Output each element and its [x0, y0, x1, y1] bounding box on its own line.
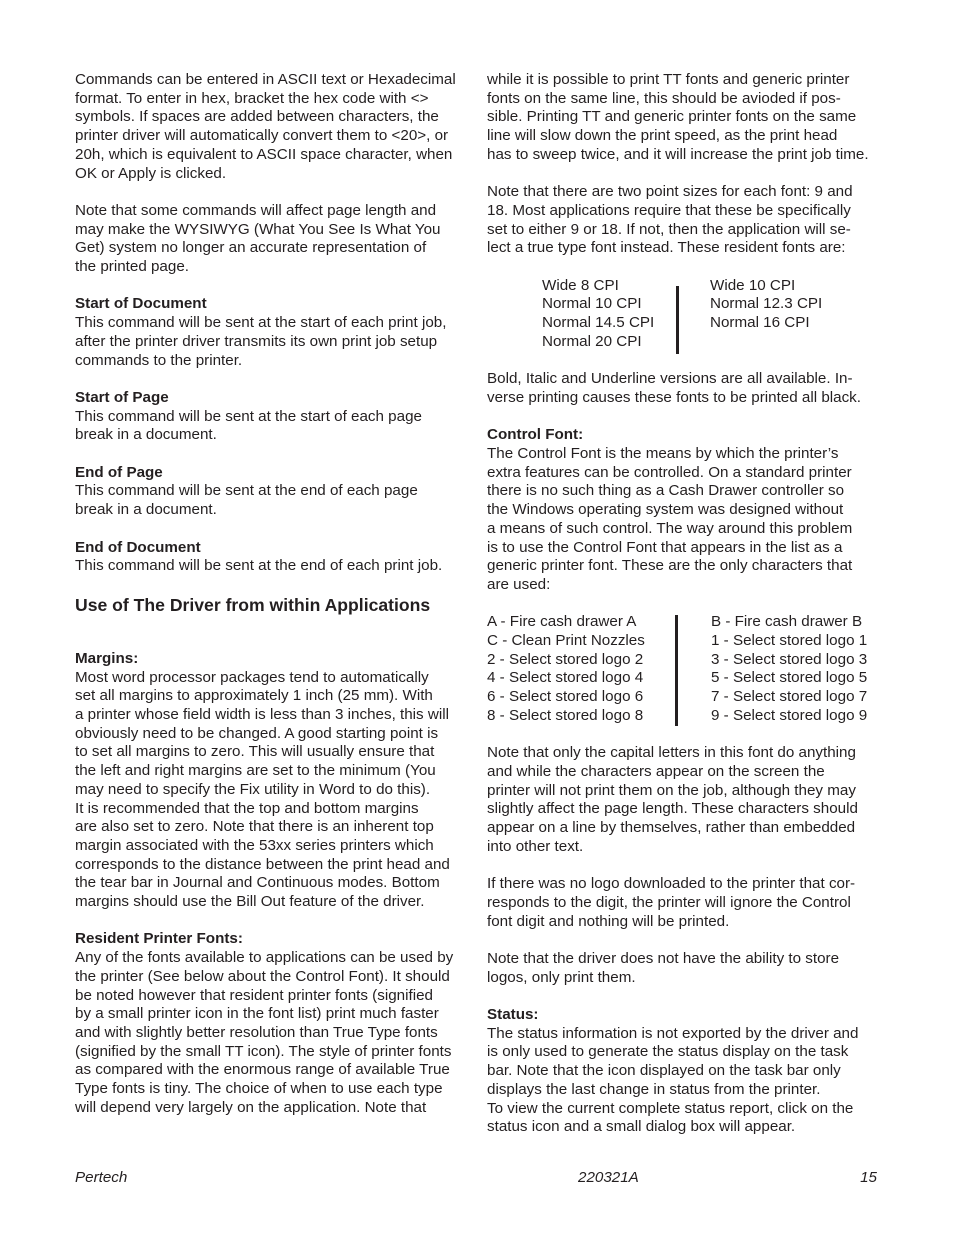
text-line: This command will be sent at the end of each page	[75, 482, 418, 500]
resident-fonts-text	[75, 949, 467, 1117]
text-line: The Control Font is the means by which the printer’s	[487, 445, 839, 462]
text-line: Normal 14.5 CPI	[542, 314, 655, 332]
text-line: C - Clean Print Nozzles	[487, 632, 645, 650]
text-line: Note that only the capital letters in this font do anything	[487, 744, 856, 762]
text-line: Type fonts is tiny. The choice of when to use each type	[75, 1080, 443, 1098]
text-line: may make the WYSIWYG (What You See Is What You	[75, 220, 441, 238]
resident-fonts-table	[542, 277, 887, 352]
text-line: Normal 16 CPI	[710, 314, 810, 332]
status-heading: Status:	[487, 1006, 539, 1024]
control-font-heading: Control Font:	[487, 426, 584, 444]
text-line: font digit and nothing will be printed.	[487, 912, 730, 930]
text-line: It is recommended that the top and bottom margins	[75, 799, 419, 817]
tt-fonts-continuation-paragraph	[487, 71, 887, 165]
text-line: (signified by the small TT icon). The style of printer fonts	[75, 1042, 452, 1060]
text-line: margins should use the Bill Out feature of the driver.	[75, 893, 425, 911]
text-line: B - Fire cash drawer B	[711, 613, 863, 631]
capital-letters-paragraph	[487, 744, 887, 856]
text-line: 7 - Select stored logo 7	[711, 688, 868, 706]
text-line: line will slow down the print speed, as the print head	[487, 127, 838, 145]
text-line: commands to the printer.	[75, 351, 243, 369]
text-line: generic printer font. These are the only characters that	[487, 557, 853, 575]
text-line: If there was no logo downloaded to the printer that cor-	[487, 875, 856, 893]
text-line: Note that some commands will affect page length and	[75, 201, 437, 219]
footer-brand: Pertech	[75, 1169, 128, 1186]
text-line: Normal 20 CPI	[542, 332, 642, 350]
end-of-document-text	[75, 557, 467, 576]
text-line: Wide 8 CPI	[542, 276, 619, 294]
char-table-divider	[675, 615, 678, 725]
text-line: extra features can be controlled. On a standard printer	[487, 463, 852, 481]
text-line: is to use the Control Font that appears in the list as a	[487, 538, 843, 556]
left-column	[75, 71, 467, 1117]
text-line: OK or Apply is clicked.	[75, 164, 227, 182]
text-line: a printer whose field width is less than 3 inches, this will	[75, 706, 449, 724]
intro-paragraph	[75, 71, 467, 183]
text-line: may need to specify the Fix utility in Word to do this).	[75, 780, 431, 798]
text-line: break in a document.	[75, 426, 217, 444]
text-line: 1 - Select stored logo 1	[711, 632, 868, 650]
text-line: slightly affect the page length. These characters should	[487, 800, 858, 818]
end-of-page-heading: End of Page	[75, 463, 163, 481]
text-line: Any of the fonts available to applications can be used by	[75, 949, 454, 967]
text-line: set to either 9 or 18. If not, then the application will se-	[487, 220, 851, 238]
text-line: margin associated with the 53xx series printers which	[75, 836, 434, 854]
text-line: has to sweep twice, and it will increase the print job time.	[487, 145, 869, 163]
text-line: are used:	[487, 575, 551, 593]
section-title: Use of The Driver from within Applications	[75, 594, 431, 615]
text-line: break in a document.	[75, 501, 217, 519]
text-line: after the printer driver transmits its own print job setup	[75, 332, 438, 350]
text-line: This command will be sent at the start of each page	[75, 407, 422, 425]
text-line: and with slightly better resolution than True Type fonts	[75, 1023, 438, 1041]
text-line: be noted however that resident printer fonts (signified	[75, 986, 433, 1004]
store-logos-paragraph	[487, 950, 887, 987]
text-line: status icon and a small dialog box will appear.	[487, 1118, 796, 1136]
text-line: 6 - Select stored logo 6	[487, 688, 644, 706]
wysiwyg-note-paragraph	[75, 202, 467, 277]
text-line: verse printing causes these fonts to be printed all black.	[487, 388, 861, 406]
text-line: Get) system no longer an accurate representation of	[75, 239, 427, 257]
font-table-column-1	[542, 277, 676, 352]
text-line: there is no such thing as a Cash Drawer controller so	[487, 482, 845, 500]
text-line: fonts on the same line, this should be avioded if pos-	[487, 89, 841, 107]
end-of-page-text	[75, 482, 467, 519]
text-line: logos, only print them.	[487, 968, 636, 986]
text-line: will depend very largely on the application. Note that	[75, 1098, 427, 1116]
text-line: 2 - Select stored logo 2	[487, 650, 644, 668]
text-line: Wide 10 CPI	[710, 276, 796, 294]
text-line: are also set to zero. Note that there is an inherent top	[75, 818, 434, 836]
text-line: appear on a line by themselves, rather than embedded	[487, 819, 856, 837]
text-line: the printed page.	[75, 258, 189, 276]
char-table-column-2	[675, 613, 867, 725]
text-line: 8 - Select stored logo 8	[487, 706, 644, 724]
text-line: The status information is not exported by the driver and	[487, 1024, 859, 1042]
control-font-characters-table	[487, 613, 887, 725]
text-line: A - Fire cash drawer A	[487, 613, 637, 631]
text-line: lect a true type font instead. These resident fonts are:	[487, 239, 846, 257]
font-table-column-2	[676, 277, 822, 352]
text-line: corresponds to the distance between the print head and	[75, 855, 450, 873]
char-table-column-1	[487, 613, 675, 725]
text-line: symbols. If spaces are added between characters, the	[75, 108, 439, 126]
text-line: and while the characters appear on the screen the	[487, 762, 825, 780]
text-line: 3 - Select stored logo 3	[711, 650, 868, 668]
text-line: is only used to generate the status display on the task	[487, 1043, 849, 1061]
text-line: Normal 10 CPI	[542, 295, 642, 313]
text-line: Note that there are two point sizes for each font: 9 and	[487, 183, 853, 201]
footer-doc-number: 220321A	[578, 1169, 639, 1186]
text-line: by a small printer icon in the font list) print much faster	[75, 1005, 439, 1023]
end-of-document-heading: End of Document	[75, 538, 201, 556]
text-line: Bold, Italic and Underline versions are all available. In-	[487, 370, 853, 388]
text-line: 4 - Select stored logo 4	[487, 669, 644, 687]
status-text	[487, 1025, 887, 1137]
text-line: 20h, which is equivalent to ASCII space character, when	[75, 145, 453, 163]
text-line: Note that the driver does not have the ability to store	[487, 949, 840, 967]
text-line: responds to the digit, the printer will ignore the Control	[487, 893, 851, 911]
resident-fonts-heading: Resident Printer Fonts:	[75, 930, 243, 948]
text-line: sible. Printing TT and generic printer fonts on the same	[487, 108, 857, 126]
text-line: to set all margins to zero. This will usually ensure that	[75, 743, 435, 761]
text-line: set all margins to approximately 1 inch (25 mm). With	[75, 687, 433, 705]
text-line: bar. Note that the icon displayed on the task bar only	[487, 1062, 841, 1080]
text-line: Normal 12.3 CPI	[710, 295, 823, 313]
text-line: the printer (See below about the Control Font). It should	[75, 967, 450, 985]
text-line: 5 - Select stored logo 5	[711, 669, 868, 687]
start-of-page-heading: Start of Page	[75, 388, 169, 406]
text-line: printer will not print them on the job, although they may	[487, 781, 856, 799]
text-line: a means of such control. The way around this problem	[487, 519, 853, 537]
text-line: into other text.	[487, 837, 584, 855]
margins-heading: Margins:	[75, 649, 139, 667]
point-sizes-paragraph	[487, 183, 887, 258]
text-line: format. To enter in hex, bracket the hex code with <>	[75, 89, 429, 107]
text-line: 9 - Select stored logo 9	[711, 706, 868, 724]
text-line: Most word processor packages tend to automatically	[75, 668, 429, 686]
start-of-document-text	[75, 314, 467, 370]
bold-italic-paragraph	[487, 370, 887, 407]
no-logo-paragraph	[487, 875, 887, 931]
margins-text	[75, 669, 467, 912]
text-line: the left and right margins are set to the minimum (You	[75, 762, 436, 780]
font-table-divider	[676, 286, 679, 354]
text-line: the tear bar in Journal and Continuous modes. Bottom	[75, 874, 440, 892]
text-line: This command will be sent at the end of each print job.	[75, 557, 443, 575]
text-line: Commands can be entered in ASCII text or Hexadecimal	[75, 71, 456, 88]
text-line: 18. Most applications require that these be specifically	[487, 201, 851, 219]
text-line: while it is possible to print TT fonts and generic printer	[487, 71, 850, 88]
text-line: obviously need to be changed. A good starting point is	[75, 724, 439, 742]
right-column	[487, 71, 887, 1137]
text-line: This command will be sent at the start of each print job,	[75, 314, 447, 332]
text-line: displays the last change in status from the printer.	[487, 1080, 821, 1098]
control-font-text	[487, 445, 887, 595]
text-line: as compared with the enormous range of available True	[75, 1061, 450, 1079]
footer-page-number: 15	[860, 1169, 877, 1186]
text-line: To view the current complete status report, click on the	[487, 1099, 854, 1117]
start-of-page-text	[75, 408, 467, 445]
start-of-document-heading: Start of Document	[75, 295, 207, 313]
text-line: the Windows operating system was designed without	[487, 501, 844, 519]
text-line: printer driver will automatically convert them to <20>, or	[75, 127, 449, 145]
